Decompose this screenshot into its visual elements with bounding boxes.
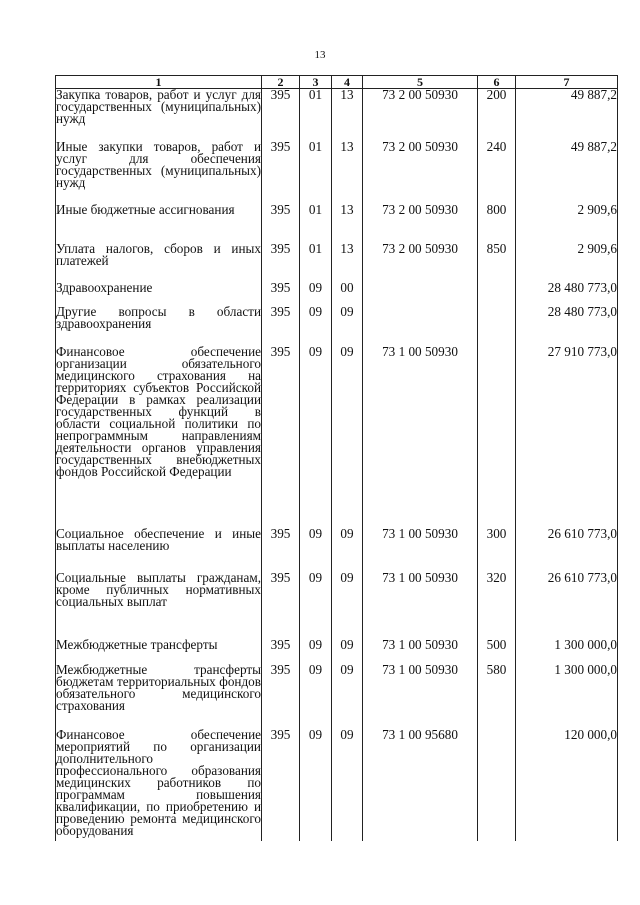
- row-section-code: 01: [300, 243, 332, 282]
- row-section-code: 09: [300, 306, 332, 346]
- row-expense-type: 300: [478, 528, 516, 572]
- row-ministry-code: 395: [262, 89, 300, 141]
- row-section-code: 09: [300, 729, 332, 841]
- row-ministry-code: 395: [262, 243, 300, 282]
- row-amount: 1 300 000,0: [516, 664, 618, 729]
- row-subsection-code: 09: [332, 572, 363, 639]
- row-expense-type: 200: [478, 89, 516, 141]
- row-target-article: 73 2 00 50930: [363, 89, 478, 141]
- row-target-article: 73 2 00 50930: [363, 243, 478, 282]
- row-ministry-code: 395: [262, 664, 300, 729]
- row-amount: 2 909,6: [516, 204, 618, 243]
- row-ministry-code: 395: [262, 572, 300, 639]
- row-amount: 26 610 773,0: [516, 528, 618, 572]
- row-ministry-code: 395: [262, 141, 300, 204]
- row-target-article: 73 1 00 50930: [363, 346, 478, 528]
- row-subsection-code: 13: [332, 89, 363, 141]
- table-row: [56, 664, 618, 729]
- table-row: [56, 729, 618, 841]
- row-name: Финансовое обеспечение организации обязательного медицинского страхования на территориях субъектов Российской Федерации в рамках реализации государственных функций в области социальной политики по непрограммным направлениям деятельности органов управления государственных внебюджетных фондов Российской Федерации: [56, 346, 262, 528]
- header-col-6: 6: [478, 76, 516, 89]
- row-expense-type: 500: [478, 639, 516, 664]
- row-subsection-code: 13: [332, 243, 363, 282]
- row-expense-type: 850: [478, 243, 516, 282]
- row-name: Иные бюджетные ассигнования: [56, 204, 262, 243]
- row-name: Иные закупки товаров, работ и услуг для обеспечения государственных (муниципальных) нужд: [56, 141, 262, 204]
- row-expense-type: 580: [478, 664, 516, 729]
- budget-table: [55, 75, 618, 841]
- row-expense-type: 800: [478, 204, 516, 243]
- row-amount: 1 300 000,0: [516, 639, 618, 664]
- row-name: Межбюджетные трансферты: [56, 639, 262, 664]
- row-amount: 49 887,2: [516, 89, 618, 141]
- row-section-code: 01: [300, 141, 332, 204]
- header-col-5: 5: [363, 76, 478, 89]
- table-row: [56, 572, 618, 639]
- header-row: [56, 76, 618, 89]
- table-row: [56, 243, 618, 282]
- row-name: Здравоохранение: [56, 282, 262, 306]
- page-number: 13: [314, 49, 326, 61]
- header-col-4: 4: [332, 76, 363, 89]
- table-row: [56, 528, 618, 572]
- row-expense-type: 240: [478, 141, 516, 204]
- row-target-article: 73 1 00 95680: [363, 729, 478, 841]
- row-section-code: 09: [300, 528, 332, 572]
- row-name: Социальные выплаты гражданам, кроме публичных нормативных социальных выплат: [56, 572, 262, 639]
- table-row: [56, 141, 618, 204]
- row-amount: 28 480 773,0: [516, 282, 618, 306]
- table-row: [56, 306, 618, 346]
- row-section-code: 01: [300, 204, 332, 243]
- row-subsection-code: 09: [332, 639, 363, 664]
- row-name: Финансовое обеспечение мероприятий по организации дополнительного профессионального образования медицинских работников по программам повышения квалификации, по приобретению и проведению ремонта медицинского оборудования: [56, 729, 262, 841]
- row-target-article: 73 2 00 50930: [363, 204, 478, 243]
- row-subsection-code: 00: [332, 282, 363, 306]
- row-expense-type: 320: [478, 572, 516, 639]
- row-target-article: [363, 282, 478, 306]
- row-expense-type: [478, 729, 516, 841]
- table-row: [56, 639, 618, 664]
- row-name: Закупка товаров, работ и услуг для государственных (муниципальных) нужд: [56, 89, 262, 141]
- row-ministry-code: 395: [262, 282, 300, 306]
- row-subsection-code: 09: [332, 528, 363, 572]
- row-name: Уплата налогов, сборов и иных платежей: [56, 243, 262, 282]
- row-ministry-code: 395: [262, 306, 300, 346]
- row-section-code: 09: [300, 664, 332, 729]
- row-subsection-code: 09: [332, 346, 363, 528]
- table-row: [56, 89, 618, 141]
- table-row: [56, 346, 618, 528]
- header-col-3: 3: [300, 76, 332, 89]
- row-ministry-code: 395: [262, 528, 300, 572]
- row-name: Социальное обеспечение и иные выплаты населению: [56, 528, 262, 572]
- row-name: Межбюджетные трансферты бюджетам территориальных фондов обязательного медицинского страхования: [56, 664, 262, 729]
- row-target-article: 73 1 00 50930: [363, 528, 478, 572]
- row-subsection-code: 09: [332, 664, 363, 729]
- row-amount: 120 000,0: [516, 729, 618, 841]
- table-row: [56, 282, 618, 306]
- row-expense-type: [478, 346, 516, 528]
- row-name: Другие вопросы в области здравоохранения: [56, 306, 262, 346]
- row-amount: 2 909,6: [516, 243, 618, 282]
- row-target-article: 73 1 00 50930: [363, 664, 478, 729]
- row-section-code: 09: [300, 282, 332, 306]
- row-amount: 28 480 773,0: [516, 306, 618, 346]
- row-target-article: 73 1 00 50930: [363, 572, 478, 639]
- row-subsection-code: 13: [332, 204, 363, 243]
- table-row: [56, 204, 618, 243]
- row-expense-type: [478, 306, 516, 346]
- row-ministry-code: 395: [262, 639, 300, 664]
- header-col-7: 7: [516, 76, 618, 89]
- header-col-2: 2: [262, 76, 300, 89]
- row-subsection-code: 13: [332, 141, 363, 204]
- header-col-1: 1: [56, 76, 262, 89]
- row-target-article: 73 2 00 50930: [363, 141, 478, 204]
- row-ministry-code: 395: [262, 346, 300, 528]
- row-section-code: 09: [300, 572, 332, 639]
- row-ministry-code: 395: [262, 729, 300, 841]
- row-ministry-code: 395: [262, 204, 300, 243]
- row-subsection-code: 09: [332, 306, 363, 346]
- row-amount: 26 610 773,0: [516, 572, 618, 639]
- row-section-code: 09: [300, 346, 332, 528]
- row-target-article: 73 1 00 50930: [363, 639, 478, 664]
- row-expense-type: [478, 282, 516, 306]
- row-amount: 49 887,2: [516, 141, 618, 204]
- row-section-code: 01: [300, 89, 332, 141]
- row-section-code: 09: [300, 639, 332, 664]
- row-target-article: [363, 306, 478, 346]
- row-amount: 27 910 773,0: [516, 346, 618, 528]
- row-subsection-code: 09: [332, 729, 363, 841]
